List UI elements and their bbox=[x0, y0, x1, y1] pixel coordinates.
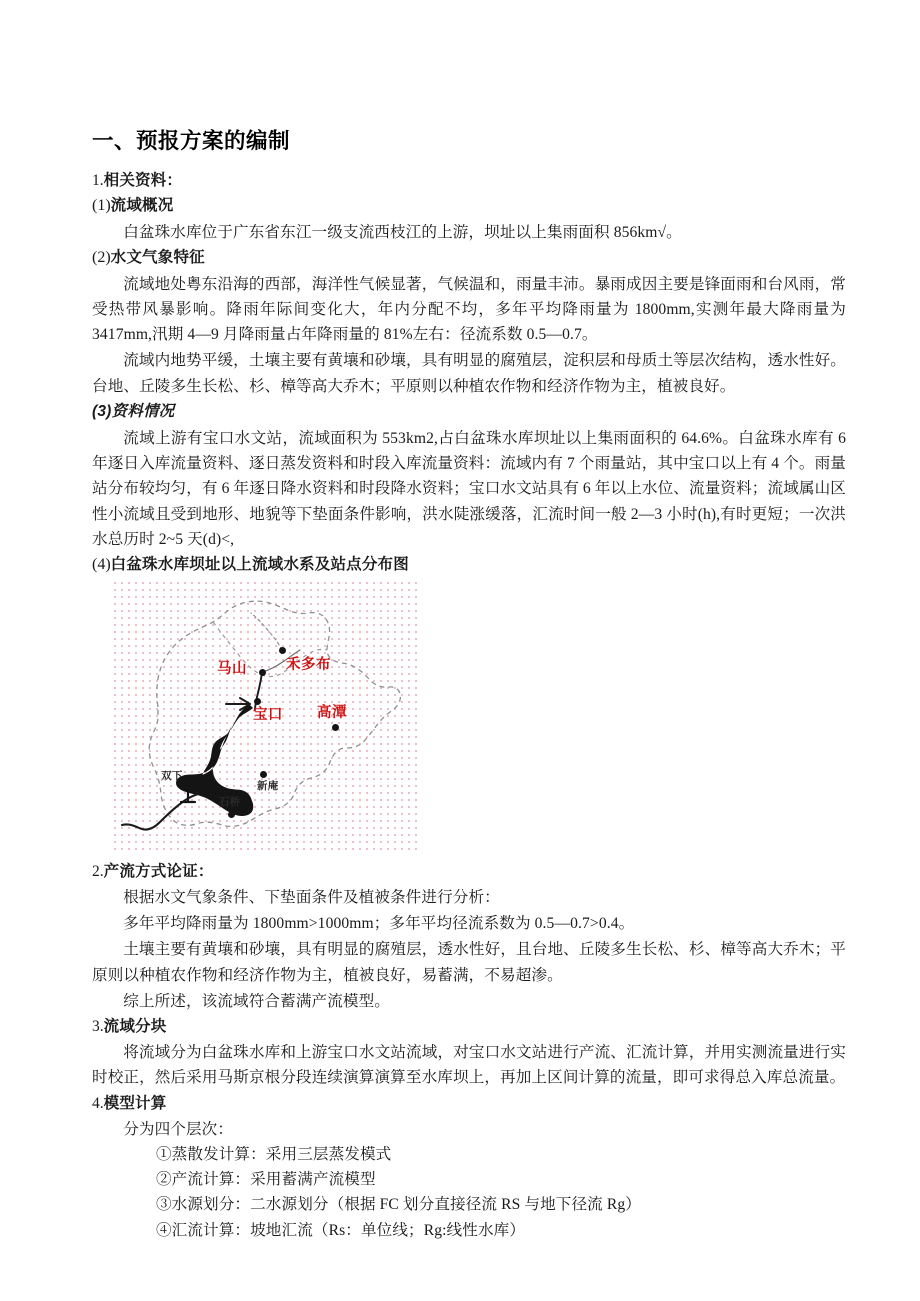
section-number-3: 3 bbox=[92, 1018, 100, 1036]
map-label-xinan: 新庵 bbox=[257, 779, 279, 792]
subsection-label-1-1: (1) bbox=[92, 196, 111, 214]
section-dot-3: . bbox=[99, 1018, 104, 1036]
section-number-1: 1 bbox=[92, 171, 100, 189]
subsection-label-1-3: (3) bbox=[92, 402, 112, 420]
model-step-item: ③水源划分：二水源划分（根据 FC 划分直接径流 RS 与地下径流 Rg） bbox=[155, 1196, 641, 1214]
model-step-item: ①蒸散发计算：采用三层蒸发模式 bbox=[155, 1145, 392, 1163]
section-title-1: 相关资料： bbox=[103, 171, 183, 189]
section-heading-3 bbox=[92, 1015, 846, 1039]
paragraph-1-2-b: 流域内地势平缓，土壤主要有黄壤和砂壤，具有明显的腐殖层，淀积层和母质土等层次结构，透水性好。台地、丘陵多生长松、杉、樟等高大乔木；平原则以种植农作物和经济作物为主，植被良好。 bbox=[92, 352, 846, 395]
page-title: 一、预报方案的编制 bbox=[92, 129, 291, 153]
subsection-heading-1-4 bbox=[92, 553, 846, 578]
section-heading-1 bbox=[92, 169, 846, 193]
station-dot bbox=[185, 776, 192, 783]
station-dot bbox=[228, 811, 235, 818]
river-channel-path bbox=[122, 794, 198, 830]
paragraph-1-3: 流域上游有宝口水文站，流域面积为 553km2,占白盆珠水库坝址以上集雨面积的 64.6%。白盆珠水库有 6 年逐日入库流量资料、逐日蒸发资料和时段入库流量资料：流域内有 7 个雨量站，其中宝口以上有 4 个。雨量站分布较均匀，有 6 年逐日降水资料和时段降水资料；宝口水文站具有 6 年以上水位、流量资料；流域属山区性小流域且受到地形、地貌等下垫面条件影响，洪水陡涨缓落，汇流时间一般 2—3 小时(h),有时更短；一次洪水总历时 2~5 天(d)<, bbox=[92, 429, 846, 548]
station-dot bbox=[279, 647, 286, 654]
subsection-title-1-2: 水文气象特征 bbox=[110, 248, 205, 266]
subsection-title-1-3: 资料情况 bbox=[111, 402, 175, 420]
tributary-north-path bbox=[251, 613, 282, 650]
map-label-heduobu: 禾多布 bbox=[286, 656, 331, 673]
paragraph-1-2-a: 流域地处粤东沿海的西部，海洋性气候显著，气候温和，雨量丰沛。暴雨成因主要是锋面雨和台风雨，常受热带风暴影响。降雨年际间变化大，年内分配不均，多年平均降雨量为 1800mm,实测年最大降雨量为 3417mm,汛期 4—9 月降雨量占年降雨量的 81%左右：径流系数 0.5—0.7。 bbox=[92, 275, 846, 344]
section-dot-1: . bbox=[99, 171, 104, 189]
section-dot-4: . bbox=[99, 1094, 104, 1112]
paragraph-2-b: 多年平均降雨量为 1800mm>1000mm；多年平均径流系数为 0.5—0.7>0.4。 bbox=[123, 915, 635, 933]
paragraph-4-intro: 分为四个层次： bbox=[123, 1120, 234, 1138]
section-title-4: 模型计算 bbox=[103, 1094, 167, 1112]
watershed-map-figure bbox=[114, 582, 420, 854]
section-dot-2: . bbox=[99, 862, 104, 880]
subsection-label-1-4: (4) bbox=[92, 556, 111, 574]
figure-caption: 白盆珠水库坝址以上流域水系及站点分布图 bbox=[110, 556, 409, 574]
section-title-3: 流域分块 bbox=[103, 1018, 167, 1036]
section-heading-4 bbox=[92, 1092, 846, 1116]
paragraph-2-d: 综上所述，该流域符合蓄满产流模型。 bbox=[123, 992, 390, 1010]
model-step-item: ②产流计算：采用蓄满产流模型 bbox=[155, 1171, 376, 1189]
paragraph-2-c: 土壤主要有黄壤和砂壤，具有明显的腐殖层，透水性好，且台地、丘陵多生长松、杉、樟等高大乔木；平原则以种植农作物和经济作物为主，植被良好，易蓄满，不易超渗。 bbox=[92, 941, 846, 984]
model-step-item: ④汇流计算：坡地汇流（Rs：单位线；Rg:线性水库） bbox=[155, 1221, 526, 1239]
paragraph-2-a: 根据水文气象条件、下垫面条件及植被条件进行分析： bbox=[123, 888, 500, 906]
station-dot bbox=[332, 724, 339, 731]
section-number-4: 4 bbox=[92, 1094, 100, 1112]
subsection-heading-1-2 bbox=[92, 246, 846, 271]
section-heading-2 bbox=[92, 860, 846, 884]
paragraph-3: 将流域分为白盆珠水库和上游宝口水文站流域，对宝口水文站进行产流、汇流计算，并用实测流量进行实时校正，然后采用马斯京根分段连续演算演算至水库坝上，再加上区间计算的流量，即可求得总入库总流量。 bbox=[92, 1044, 846, 1087]
station-dot bbox=[260, 771, 267, 778]
reservoir-waterbody-core bbox=[182, 722, 252, 811]
map-label-shiqiao: 石桥 bbox=[219, 795, 241, 808]
subsection-label-1-2: (2) bbox=[92, 248, 111, 266]
section-title-2: 产流方式论证： bbox=[103, 862, 214, 880]
subsection-heading-1-3 bbox=[92, 400, 846, 425]
station-dot bbox=[259, 669, 266, 676]
map-label-gaotan: 高潭 bbox=[317, 704, 347, 721]
station-dot bbox=[254, 698, 261, 705]
subsection-title-1-1: 流域概况 bbox=[110, 196, 174, 214]
subsection-heading-1-1 bbox=[92, 194, 846, 219]
paragraph-1-1: 白盆珠水库位于广东省东江一级支流西枝江的上游，坝址以上集雨面积 856km√。 bbox=[123, 223, 682, 241]
map-label-mashan: 马山 bbox=[217, 660, 247, 677]
section-number-2: 2 bbox=[92, 862, 100, 880]
map-label-baokou: 宝口 bbox=[253, 706, 283, 723]
map-label-shuangxia: 双下 bbox=[161, 769, 183, 782]
